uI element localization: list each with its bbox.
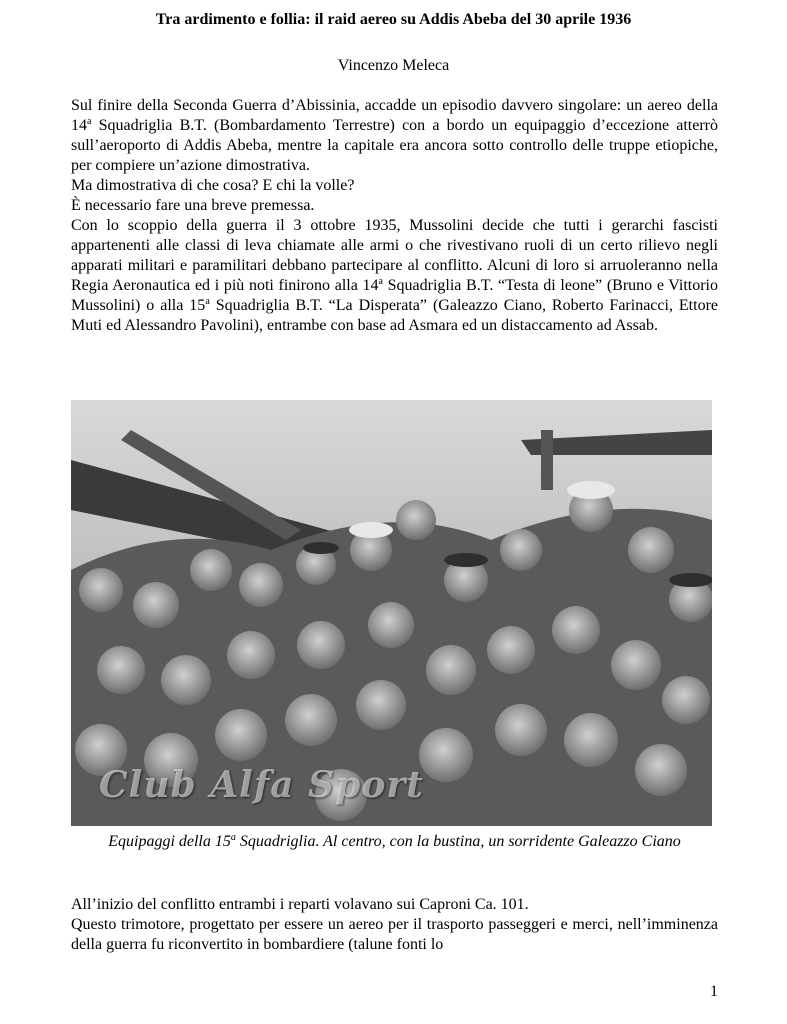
page-number: 1 — [710, 983, 718, 1000]
paragraph: All’inizio del conflitto entrambi i reparti volavano sui Caproni Ca. 101. — [71, 896, 529, 913]
paragraph: Questo trimotore, progettato per essere un aereo per il trasporto passeggeri e merci, nell’imminenza della guerra fu riconvertito in bombardiere (talune fonti lo — [71, 916, 718, 953]
ordinal-superscript: a — [378, 276, 383, 287]
photo-watermark: Club Alfa Sport — [99, 764, 424, 806]
body-text-bottom — [71, 895, 718, 955]
paragraph: Ma dimostrativa di che cosa? E chi la volle? — [71, 177, 355, 194]
crew-photo — [71, 400, 712, 826]
ordinal-superscript: a — [205, 296, 210, 307]
body-text-top — [71, 96, 718, 336]
crew-photo-drawing — [71, 400, 712, 826]
paragraph: È necessario fare una breve premessa. — [71, 197, 315, 214]
caption-text: Equipaggi della 15$^a$ Squadriglia. Al centro, con la bustina, un sorridente Galeazzo Ciano — [108, 832, 681, 850]
paragraph: Sul finire della Seconda Guerra d’Abissinia, accadde un episodio davvero singolare: un aereo della 14$^a$ Squadriglia B.T. (Bombardamento Terrestre) con a bordo un equipaggio d’eccezione atterrò sull’aeroporto di Addis Abeba, mentre la capitale era ancora sotto controllo delle truppe etiopiche, per compiere un’azione dimostrativa. — [71, 97, 718, 174]
document-title: Tra ardimento e follia: il raid aereo su Addis Abeba del 30 aprile 1936 — [155, 11, 632, 28]
paragraph: Con lo scoppio della guerra il 3 ottobre 1935, Mussolini decide che tutti i gerarchi fascisti appartenenti alle classi di leva chiamate alle armi o che rivestivano ruoli di un certo rilievo negli apparati militari e paramilitari debbano partecipare al conflitto. Alcuni di loro si arruoleranno nella Regia Aeronautica ed i più noti finirono alla 14$^a$ Squadriglia B.T. “Testa di leone” (Bruno e Vittorio Mussolini) o alla 15$^a$ Squadriglia B.T. “La Disperata” (Galeazzo Ciano, Roberto Farinacci, Ettore Muti ed Alessandro Pavolini), entrambe con base ad Asmara ed un distaccamento ad Assab. — [71, 217, 719, 334]
ordinal-superscript: a — [87, 116, 92, 127]
ordinal-superscript: a — [230, 832, 236, 843]
document-author: Vincenzo Meleca — [337, 57, 450, 74]
photo-caption — [71, 832, 718, 852]
